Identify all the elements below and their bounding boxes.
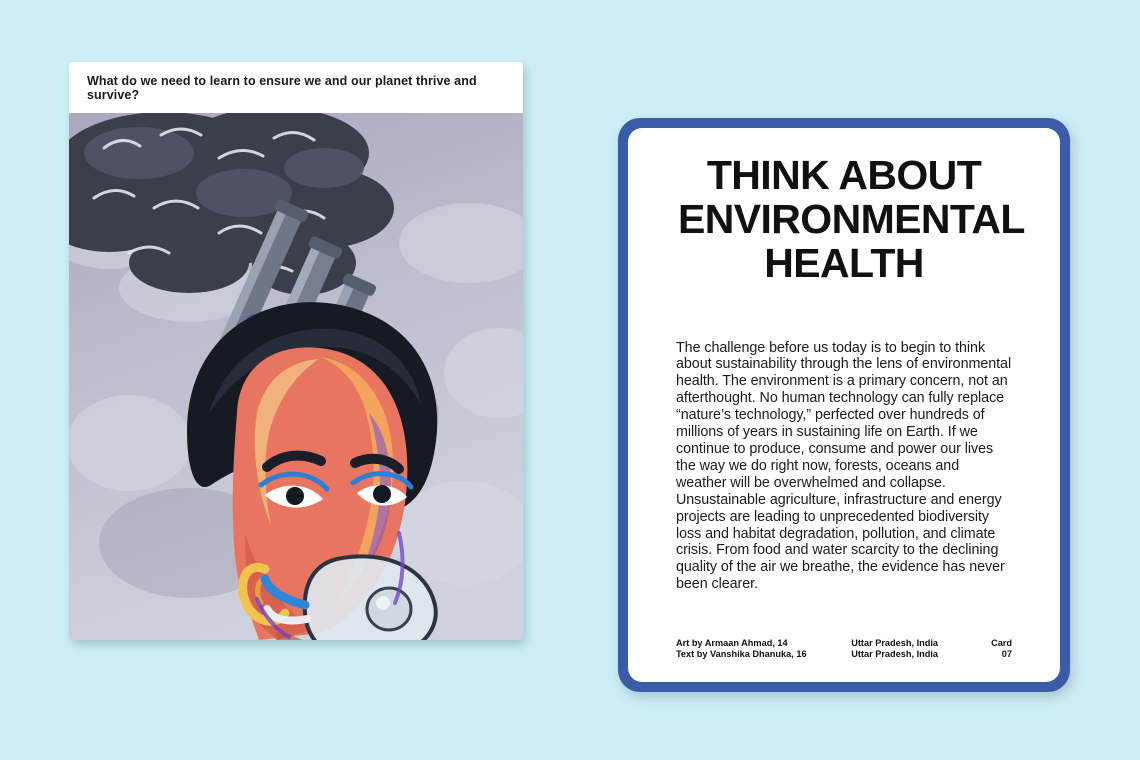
- credit-art-by: Art by Armaan Ahmad, 14: [676, 638, 788, 648]
- text-card: [618, 118, 1070, 692]
- credits-authors: [676, 638, 851, 660]
- credit-art-location: Uttar Pradesh, India: [851, 638, 939, 648]
- card-number: Card 07: [991, 638, 1012, 659]
- artwork-image: [69, 113, 523, 640]
- card-credits: [676, 638, 1012, 660]
- artwork-illustration: [69, 113, 523, 640]
- credit-text-location: Uttar Pradesh, India: [851, 649, 939, 659]
- art-card-question: What do we need to learn to ensure we and our planet thrive and survive?: [69, 62, 523, 113]
- card-title: THINK ABOUT ENVIRONMENTAL HEALTH: [678, 152, 1025, 286]
- text-card-content: [628, 128, 1060, 682]
- art-card: [69, 62, 523, 640]
- credits-locations: [851, 638, 991, 660]
- credit-text-by: Text by Vanshika Dhanuka, 16: [676, 649, 807, 659]
- card-body-text: The challenge before us today is to begin to think about sustainability through the lens of environmental health. The environment is a primary concern, not an afterthought. No human technology can fully replace “nature’s technology,” perfected over hundreds of millions of years in sustaining life on Earth. If we continue to produce, consume and power our lives the way we do right now, forests, oceans and weather will be overwhelmed and collapse. Unsustainable agriculture, infrastructure and energy projects are leading to unprecedented biodiversity loss and habitat degradation, pollution, and climate crisis. From food and water scarcity to the declining quality of the air we breathe, the evidence has never been clearer.: [676, 339, 1012, 593]
